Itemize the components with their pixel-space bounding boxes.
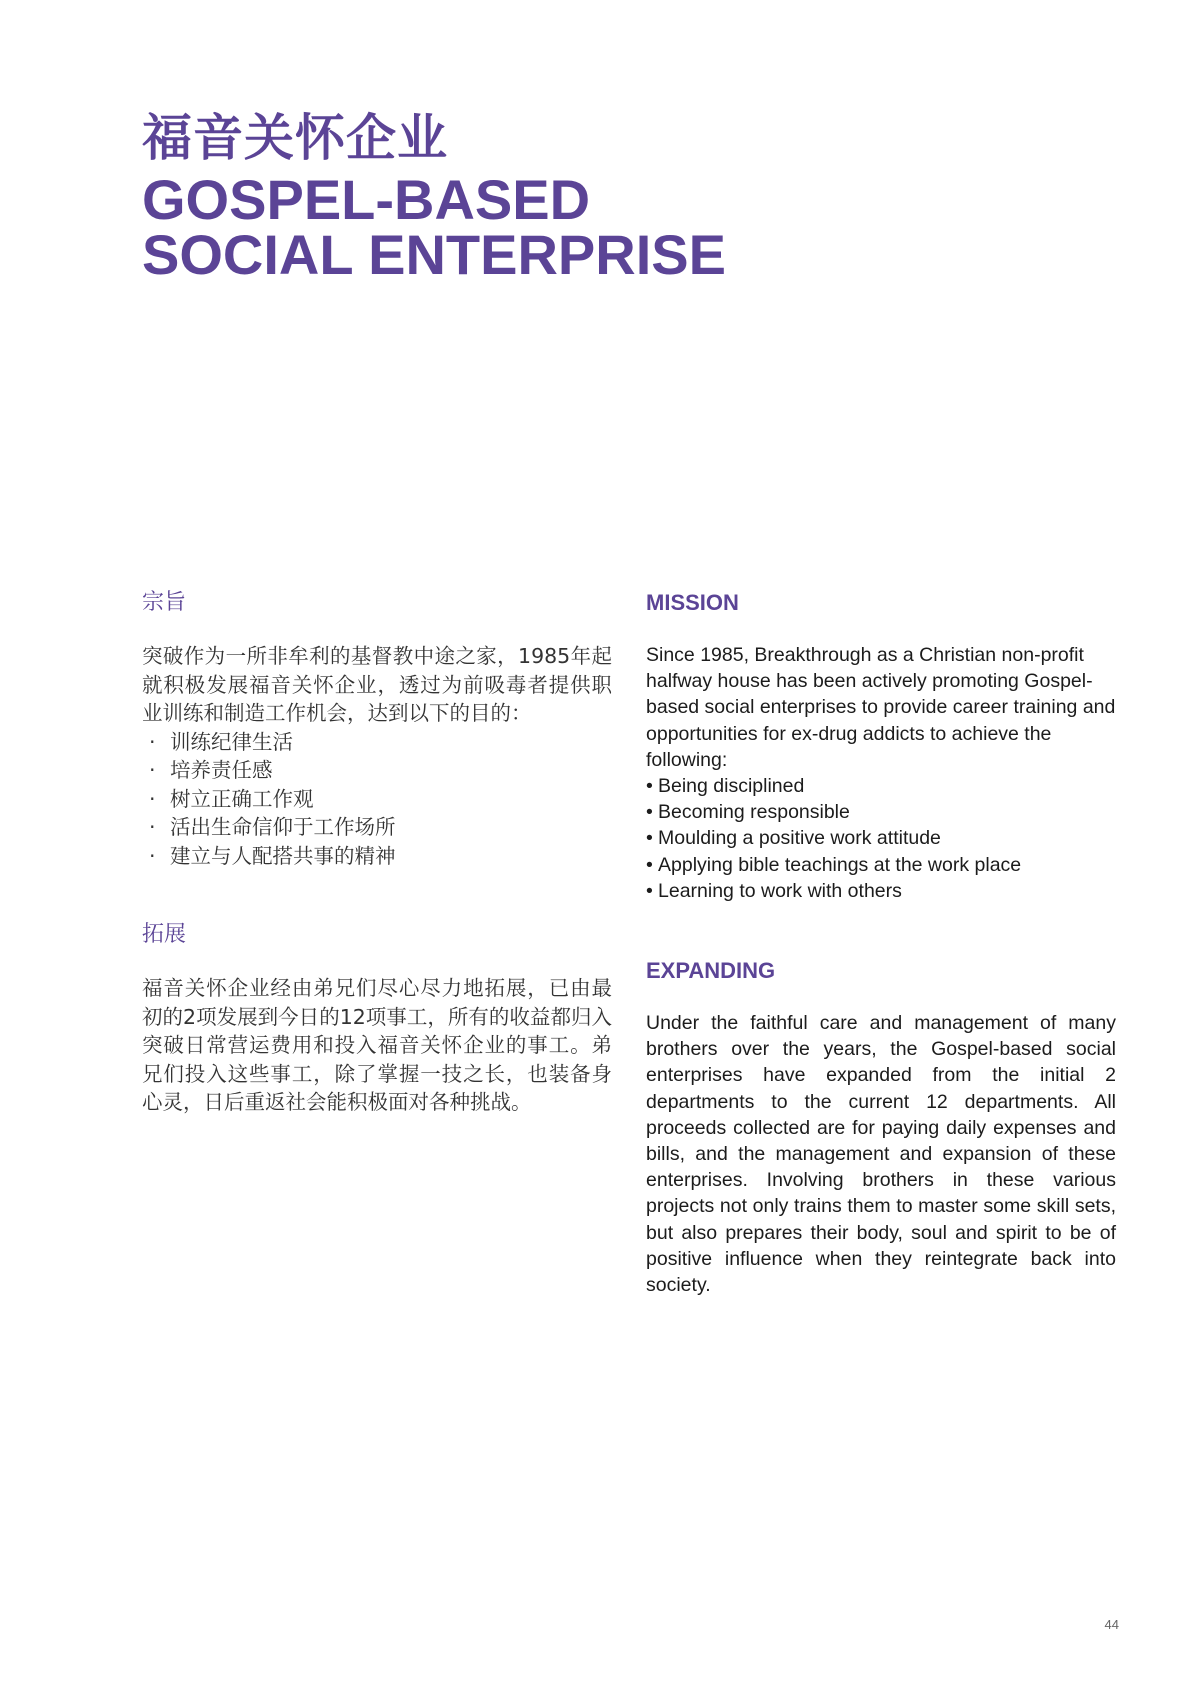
page-number: 44 xyxy=(1104,1617,1119,1632)
title-chinese: 福音关怀企业 xyxy=(142,109,448,167)
expanding-heading-zh: 拓展 xyxy=(142,922,187,947)
mission-body-en xyxy=(646,642,1116,904)
page-title xyxy=(142,108,1042,286)
expanding-body-en: Under the faithful care and management of many brothers over the years, the Gospel-based social enterprises have expanded from the initial 2 departments to the current 12 departments. All proceeds collected are for paying daily expenses and bills, and the management and expansion of these enterprises. Involving brothers in these various projects not only trains them to master some skill sets, but also prepares their body, soul and spirit to be of positive influence when they reintegrate back into society. xyxy=(646,1012,1116,1297)
expanding-body-zh: 福音关怀企业经由弟兄们尽心尽力地拓展，已由最初的2项发展到今日的12项事工，所有的收益都归入突破日常营运费用和投入福音关怀企业的事工。弟兄们投入这些事工，除了掌握一技之长，也装备身心灵，日后重返社会能积极面对各种挑战。 xyxy=(142,976,612,1114)
mission-paragraph-en: Since 1985, Breakthrough as a Christian non-profit halfway house has been actively promoting Gospel-based social enterprises to provide career training and opportunities for ex-drug addicts to achieve the following: xyxy=(646,644,1116,771)
english-column xyxy=(646,588,1116,1298)
list-item: · 建立与人配搭共事的精神 xyxy=(142,842,612,871)
mission-list-zh xyxy=(142,728,612,871)
list-item: · 培养责任感 xyxy=(142,756,612,785)
list-item: · 活出生命信仰于工作场所 xyxy=(142,813,612,842)
list-item: • Learning to work with others xyxy=(646,878,1116,904)
title-english-line-2: SOCIAL ENTERPRISE xyxy=(142,223,726,286)
list-item: • Moulding a positive work attitude xyxy=(646,825,1116,851)
mission-heading-zh: 宗旨 xyxy=(142,590,187,615)
expanding-section-zh xyxy=(142,920,612,1117)
title-english xyxy=(142,168,1042,286)
mission-body-zh xyxy=(142,642,612,870)
list-item: • Becoming responsible xyxy=(646,799,1116,825)
list-item: · 训练纪律生活 xyxy=(142,728,612,757)
mission-list-en xyxy=(646,773,1116,904)
mission-paragraph-zh: 突破作为一所非牟利的基督教中途之家，1985年起就积极发展福音关怀企业，透过为前吸毒者提供职业训练和制造工作机会，达到以下的目的： xyxy=(142,644,612,725)
list-item: · 树立正确工作观 xyxy=(142,785,612,814)
chinese-column xyxy=(142,588,612,1117)
mission-heading-en: MISSION xyxy=(646,590,739,615)
list-item: • Applying bible teachings at the work place xyxy=(646,852,1116,878)
expanding-section-en xyxy=(646,956,1116,1298)
list-item: • Being disciplined xyxy=(646,773,1116,799)
expanding-heading-en: EXPANDING xyxy=(646,958,776,984)
title-english-line-1: GOSPEL-BASED xyxy=(142,168,591,231)
